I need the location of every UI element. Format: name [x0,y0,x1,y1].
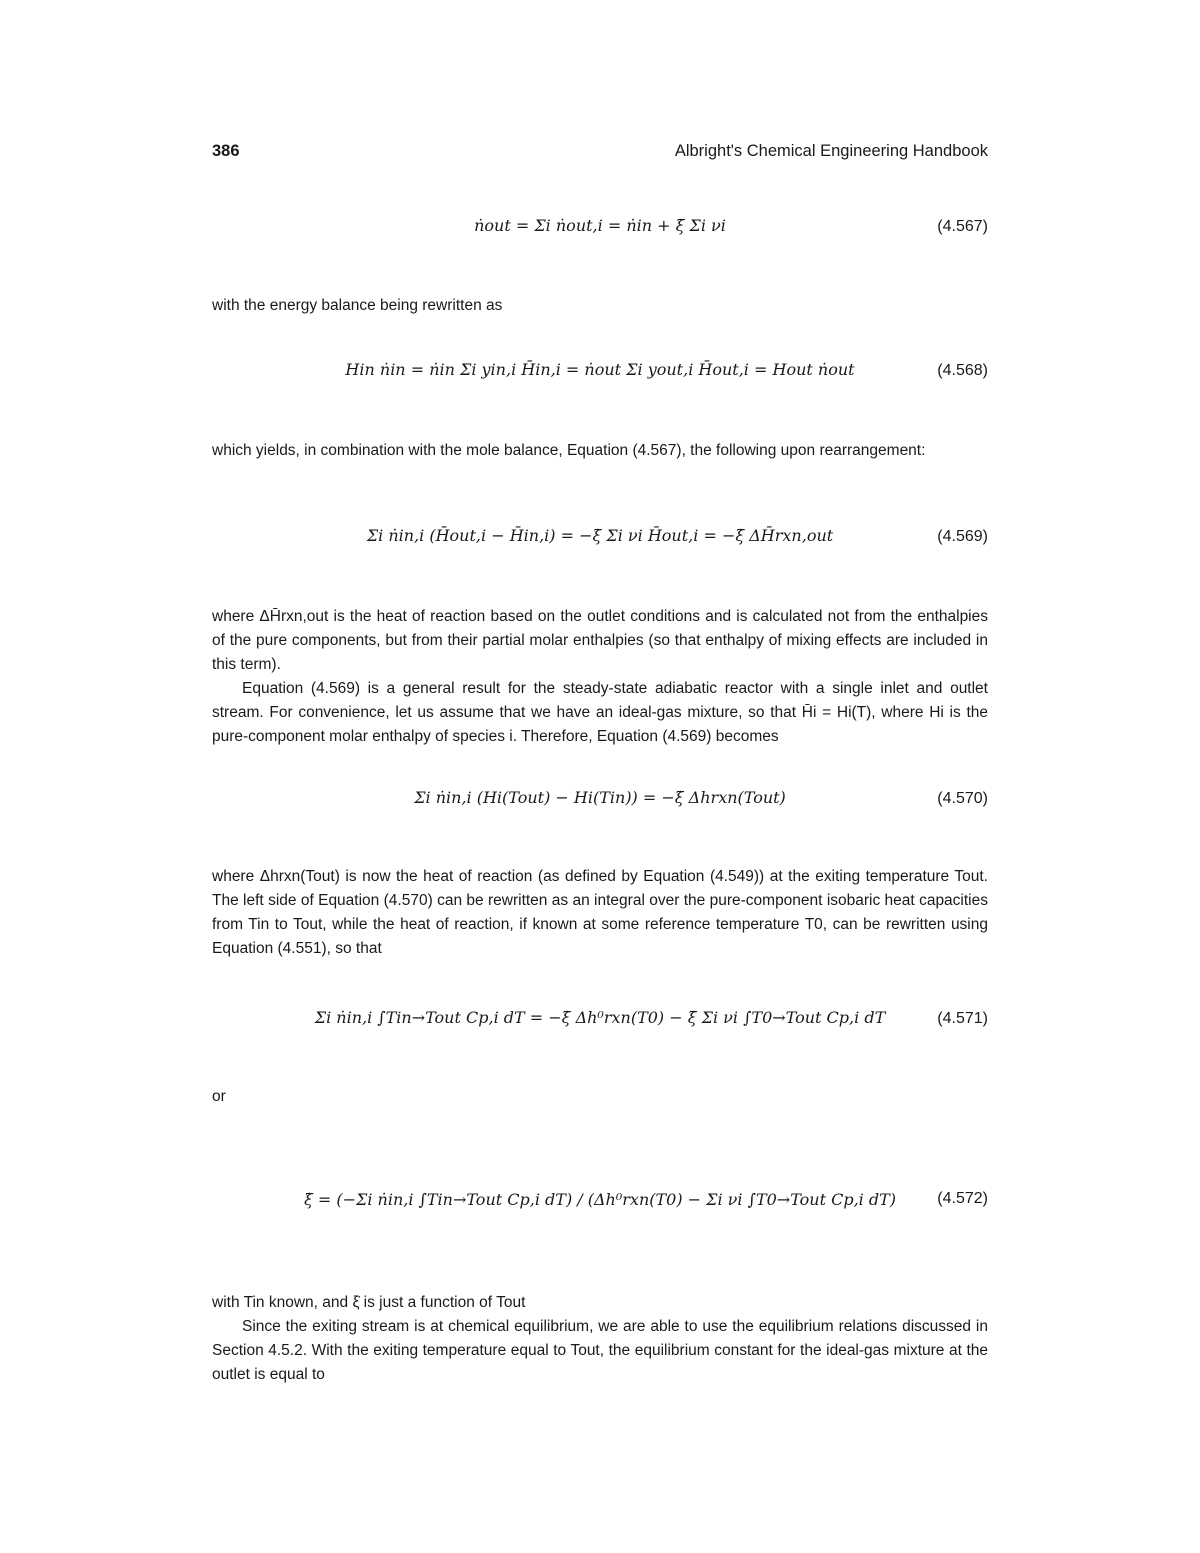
equation-number: (4.567) [937,218,988,235]
paragraph-exiting-temperature: where Δhrxn(Tout) is now the heat of reaction (as defined by Equation (4.549)) at the exiting temperature Tout. The left side of Equation (4.570) can be rewritten as an integral over the pure-component isobaric heat capacities from Tin to Tout, while the heat of reaction, if known at some reference temperature T0, can be rewritten using Equation (4.551), so that [212,868,988,957]
equation-4-571 [212,1000,988,1050]
equation-expression: Hin ṅin = ṅin Σi yin,i H̄in,i = ṅout Σi yout,i H̄out,i = Hout ṅout [345,360,855,379]
paragraph-or: or [212,1088,226,1105]
running-header [212,142,988,166]
equation-number: (4.570) [937,790,988,807]
paragraph-energy-balance: with the energy balance being rewritten as [212,297,503,314]
equation-4-569 [212,520,988,570]
paragraph-mole-balance: which yields, in combination with the mole balance, Equation (4.567), the following upon rearrangement: [212,442,926,459]
equation-expression: ṅout = Σi ṅout,i = ṅin + ξ̇ Σi νi [474,216,726,235]
equation-expression: Σi ṅin,i ∫Tin→Tout Cp,i dT = −ξ̇ Δh⁰rxn(T0) − ξ̇ Σi νi ∫T0→Tout Cp,i dT [314,1008,886,1027]
paragraph-tin-known: with Tin known, and ξ̇ is just a function of Tout [212,1294,526,1311]
equation-number: (4.571) [937,1010,988,1027]
equation-number: (4.572) [937,1190,988,1207]
equation-4-570 [212,782,988,832]
page-number: 386 [212,142,240,160]
paragraph-heat-of-reaction: where ΔH̄rxn,out is the heat of reaction based on the outlet conditions and is calculated not from the enthalpies of the pure components, but from their partial molar enthalpies (so that enthalpy of mixing effects are included in this term). [212,608,988,673]
paragraph-adiabatic-reactor: Equation (4.569) is a general result for the steady-state adiabatic reactor with a single inlet and outlet stream. For convenience, let us assume that we have an ideal-gas mixture, so that H̄i = Hi(T), where Hi is the pure-component molar enthalpy of species i. Therefore, Equation (4.569) becomes [212,680,988,745]
equation-4-567 [212,210,988,260]
equation-4-568 [212,354,988,404]
equation-number: (4.569) [937,528,988,545]
paragraph-chemical-equilibrium: Since the exiting stream is at chemical equilibrium, we are able to use the equilibrium relations discussed in Section 4.5.2. With the exiting temperature equal to Tout, the equilibrium constant for the ideal-gas mixture at the outlet is equal to [212,1318,988,1383]
equation-4-572 [212,1150,988,1260]
book-title: Albright's Chemical Engineering Handbook [674,142,988,160]
equation-expression: ξ̇ = (−Σi ṅin,i ∫Tin→Tout Cp,i dT) / (Δh⁰rxn(T0) − Σi νi ∫T0→Tout Cp,i dT) [303,1190,897,1209]
equation-expression: Σi ṅin,i (H̄out,i − H̄in,i) = −ξ̇ Σi νi H̄out,i = −ξ̇ ΔH̄rxn,out [366,526,834,545]
equation-expression: Σi ṅin,i (Hi(Tout) − Hi(Tin)) = −ξ̇ Δhrxn(Tout) [414,788,786,807]
equation-number: (4.568) [937,362,988,379]
